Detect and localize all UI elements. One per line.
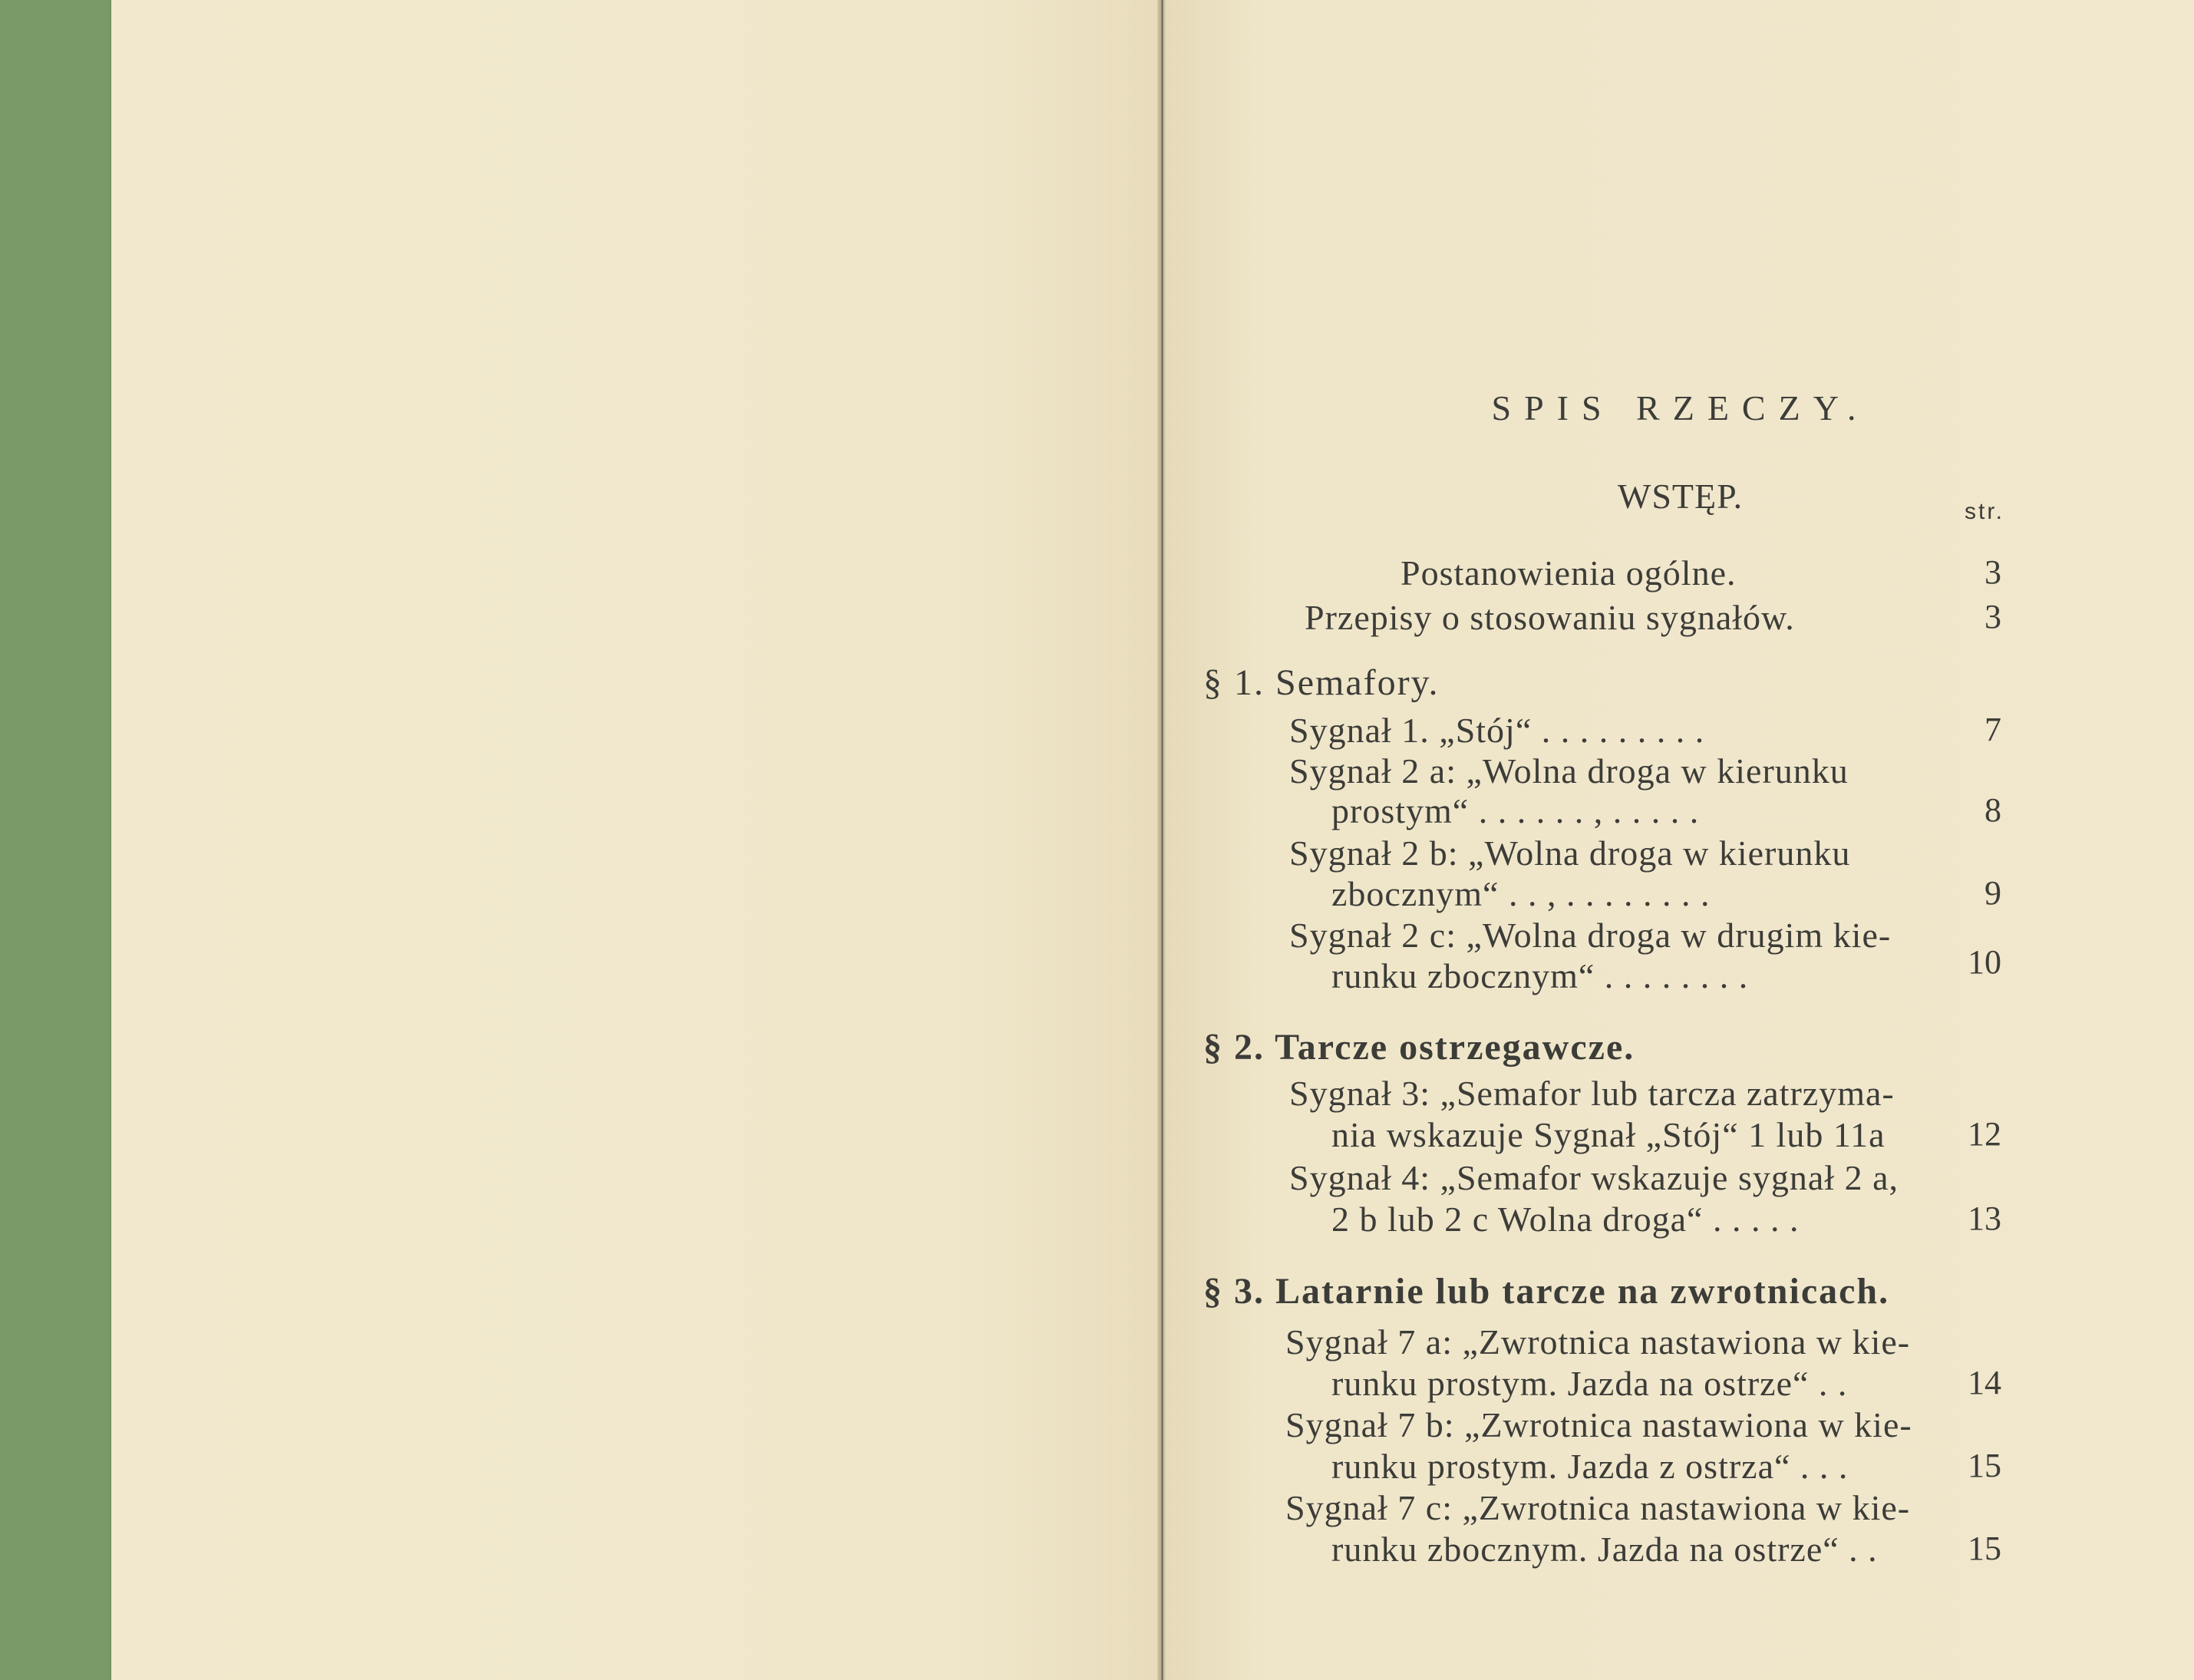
toc-page-number: 14 (1968, 1364, 2001, 1401)
toc-line: runku zbocznym. Jazda na ostrze“ . . (1331, 1530, 1878, 1569)
toc-page-number: 8 (1984, 791, 2001, 829)
section-1-heading: § 1. Semafory. (1203, 662, 1440, 703)
left-blank-page (111, 0, 1159, 1680)
toc-line: Sygnał 1. „Stój“ . . . . . . . . . (1289, 711, 1705, 750)
toc-line: runku prostym. Jazda na ostrze“ . . (1331, 1364, 1848, 1403)
green-binding-strip (0, 0, 111, 1680)
toc-line: prostym“ . . . . . . , . . . . . (1331, 791, 1700, 830)
toc-line: Sygnał 7 b: „Zwrotnica nastawiona w kie- (1285, 1405, 1912, 1444)
toc-line: Sygnał 4: „Semafor wskazuje sygnał 2 a, (1289, 1158, 1899, 1197)
toc-page-number: 10 (1968, 943, 2001, 981)
toc-line: zbocznym“ . . , . . . . . . . . (1331, 874, 1711, 913)
toc-page-number: 7 (1984, 711, 2001, 748)
toc-page-number: 15 (1968, 1530, 2001, 1567)
section-3-heading: § 3. Latarnie lub tarcze na zwrotnicach. (1203, 1271, 1890, 1312)
toc-line: 2 b lub 2 c Wolna droga“ . . . . . (1331, 1200, 1800, 1239)
toc-line: Sygnał 7 a: „Zwrotnica nastawiona w kie- (1285, 1322, 1911, 1361)
toc-line: nia wskazuje Sygnał „Stój“ 1 lub 11a (1331, 1115, 1886, 1154)
toc-line: runku zbocznym“ . . . . . . . . (1331, 956, 1749, 995)
intro-heading: WSTĘP. (1617, 477, 1744, 516)
toc-entry-general-provisions: Postanowienia ogólne. (1401, 553, 1737, 592)
section-2-heading: § 2. Tarcze ostrzegawcze. (1203, 1027, 1635, 1068)
toc-line: Sygnał 7 c: „Zwrotnica nastawiona w kie- (1285, 1488, 1911, 1527)
toc-title: SPIS RZECZY. (1491, 388, 1869, 427)
toc-line: Sygnał 3: „Semafor lub tarcza zatrzyma- (1289, 1074, 1895, 1113)
toc-line: Sygnał 2 a: „Wolna droga w kierunku (1289, 751, 1849, 790)
toc-entry-signal-rules: Przepisy o stosowaniu sygnałów. (1305, 598, 1795, 637)
toc-line: Sygnał 2 c: „Wolna droga w drugim kie- (1289, 916, 1892, 955)
toc-line: Sygnał 2 b: „Wolna droga w kierunku (1289, 833, 1851, 873)
toc-page-number: 9 (1984, 874, 2001, 912)
toc-page-number: 13 (1968, 1200, 2001, 1237)
toc-page-number: 12 (1968, 1115, 2001, 1153)
toc-page-number: 3 (1984, 553, 2001, 591)
book-gutter (1157, 0, 1166, 1680)
toc-line: runku prostym. Jazda z ostrza“ . . . (1331, 1447, 1849, 1486)
right-page-table-of-contents (1166, 0, 2194, 1680)
toc-page-number: 3 (1984, 598, 2001, 635)
page-column-label: str. (1965, 499, 2005, 524)
toc-page-number: 15 (1968, 1447, 2001, 1484)
